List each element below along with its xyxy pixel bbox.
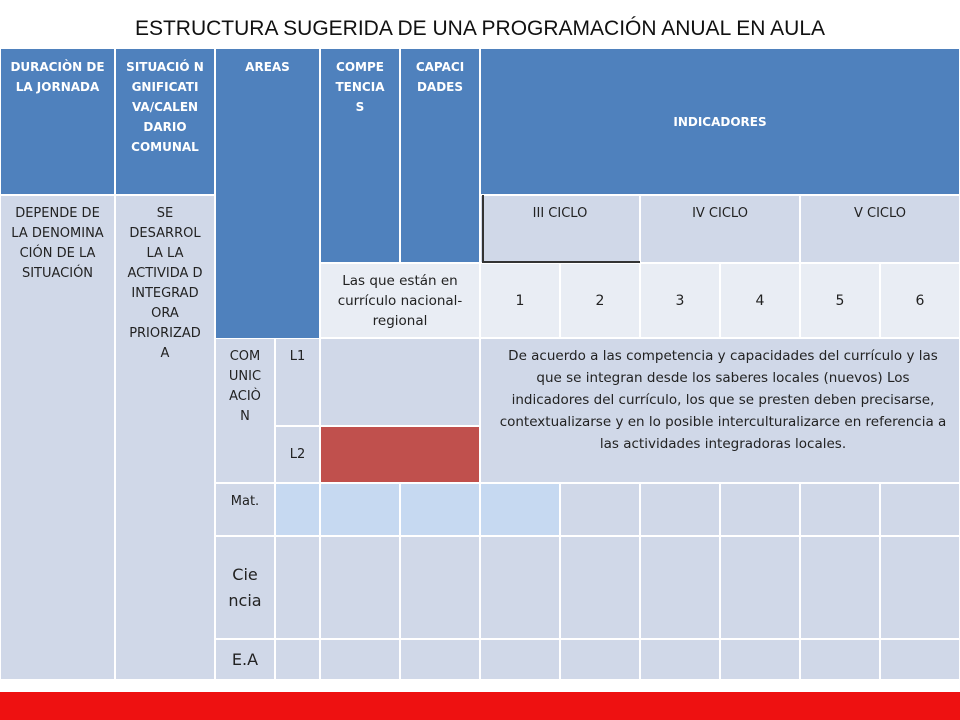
grado-5: 5 bbox=[800, 263, 880, 338]
area-mat: Mat. bbox=[215, 483, 275, 536]
mat-cell-8 bbox=[800, 483, 880, 536]
header-indicadores: INDICADORES bbox=[480, 48, 960, 195]
ciencia-cell-4 bbox=[480, 536, 560, 639]
footer-bar bbox=[0, 692, 960, 720]
situacion-cell: SE DESARROL LA LA ACTIVIDA D INTEGRAD ORA PRIORIZAD A bbox=[115, 195, 215, 680]
duracion-cell: DEPENDE DE LA DENOMINA CIÓN DE LA SITUACIÓN bbox=[0, 195, 115, 680]
mat-cell-5 bbox=[560, 483, 640, 536]
mat-cell-2 bbox=[320, 483, 400, 536]
ciencia-cell-9 bbox=[880, 536, 960, 639]
ea-cell-9 bbox=[880, 639, 960, 680]
ea-cell-3 bbox=[400, 639, 480, 680]
header-areas: AREAS bbox=[215, 48, 320, 343]
ciencia-cell-8 bbox=[800, 536, 880, 639]
l1-competencia bbox=[320, 338, 480, 426]
ciencia-cell-2 bbox=[320, 536, 400, 639]
area-l1: L1 bbox=[275, 338, 320, 426]
mat-cell-3 bbox=[400, 483, 480, 536]
grado-2: 2 bbox=[560, 263, 640, 338]
header-duracion: DURACIÒN DE LA JORNADA bbox=[0, 48, 115, 195]
ciencia-cell-7 bbox=[720, 536, 800, 639]
area-ciencia: Cie ncia bbox=[215, 536, 275, 639]
page-title: ESTRUCTURA SUGERIDA DE UNA PROGRAMACIÓN ANUAL EN AULA bbox=[134, 17, 826, 40]
ciencia-cell-3 bbox=[400, 536, 480, 639]
l2-competencia bbox=[320, 426, 480, 483]
ciclo-v: V CICLO bbox=[800, 195, 960, 263]
programacion-table bbox=[0, 48, 960, 680]
ea-cell-6 bbox=[640, 639, 720, 680]
mat-cell-9 bbox=[880, 483, 960, 536]
grado-6: 6 bbox=[880, 263, 960, 338]
mat-cell-4 bbox=[480, 483, 560, 536]
ea-cell-1 bbox=[275, 639, 320, 680]
ciencia-cell-6 bbox=[640, 536, 720, 639]
header-capacidades: CAPACI DADES bbox=[400, 48, 480, 263]
grado-3: 3 bbox=[640, 263, 720, 338]
curriculo-cell: Las que están en currículo nacional-regional bbox=[320, 263, 480, 338]
divider-line bbox=[482, 195, 484, 263]
ciclo-iv: IV CICLO bbox=[640, 195, 800, 263]
ea-cell-7 bbox=[720, 639, 800, 680]
area-ea: E.A bbox=[215, 639, 275, 680]
area-l2: L2 bbox=[275, 426, 320, 483]
grado-1: 1 bbox=[480, 263, 560, 338]
ea-cell-4 bbox=[480, 639, 560, 680]
mat-cell-1 bbox=[275, 483, 320, 536]
mat-cell-6 bbox=[640, 483, 720, 536]
header-situacion: SITUACIÓ N GNIFICATI VA/CALEN DARIO COMUNAL bbox=[115, 48, 215, 195]
ea-cell-2 bbox=[320, 639, 400, 680]
mat-cell-7 bbox=[720, 483, 800, 536]
divider-line bbox=[482, 261, 640, 263]
grado-4: 4 bbox=[720, 263, 800, 338]
ciencia-cell-1 bbox=[275, 536, 320, 639]
ciencia-cell-5 bbox=[560, 536, 640, 639]
ciclo-iii: III CICLO bbox=[480, 195, 640, 263]
area-comunicacion: COM UNIC ACIÒ N bbox=[215, 338, 275, 483]
ea-cell-5 bbox=[560, 639, 640, 680]
header-competencias: COMPE TENCIA S bbox=[320, 48, 400, 263]
note-cell: De acuerdo a las competencia y capacidades del currículo y las que se integran desde los saberes locales (nuevos) Los indicadores del currículo, los que se presten deben precisarse, contextualizarse y en lo posible interculturalizarce en referencia a las actividades integradoras locales. bbox=[480, 338, 960, 483]
ea-cell-8 bbox=[800, 639, 880, 680]
